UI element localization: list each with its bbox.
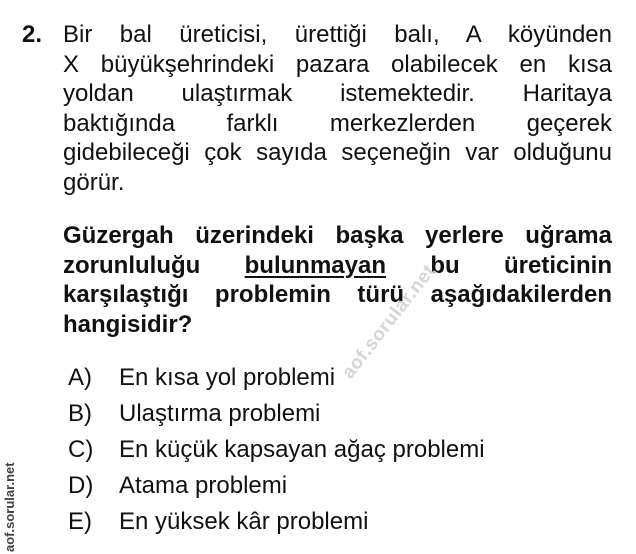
question-number: 2. [22,21,43,48]
option-text: Ulaştırma problemi [119,400,321,427]
stem-line: yoldan ulaştırmak istemektedir. Haritaya [63,80,612,107]
option-text: En yüksek kâr problemi [119,508,369,535]
stem-line: Bir bal üreticisi, ürettiği balı, A köyünden [63,21,612,48]
option-a[interactable] [68,360,568,396]
option-d[interactable] [68,468,568,504]
stem-line: görür. [63,168,125,196]
option-text: Atama problemi [119,472,288,499]
option-c[interactable] [68,432,568,468]
option-letter: D) [68,472,94,499]
prompt-line: karşılaştığı problemin türü aşağıdakilerden [63,281,612,308]
option-e[interactable] [68,504,568,540]
underlined-keyword: bulunmayan [244,251,386,279]
prompt-text: bu üreticinin [386,251,613,279]
prompt-line: hangisidir? [63,310,193,338]
option-letter: A) [68,364,92,391]
stem-line: X büyükşehrindeki pazara olabilecek en kısa [63,50,612,78]
stem-line: baktığında farklı merkezlerden geçerek [63,109,612,137]
prompt-line [63,251,612,281]
option-text: En küçük kapsayan ağaç problemi [119,436,485,463]
prompt-text: zorunluluğu [63,251,245,279]
answer-options [68,360,568,540]
option-letter: C) [68,436,94,463]
question-stem [63,20,612,197]
option-letter: E) [68,508,92,535]
option-b[interactable] [68,396,568,432]
option-letter: B) [68,400,92,427]
watermark-diagonal: aof.sorular.net [338,260,440,383]
option-text: En kısa yol problemi [119,364,336,391]
prompt-line: Güzergah üzerindeki başka yerlere uğrama [63,222,612,249]
watermark-side: aof.sorular.net [2,462,17,552]
stem-line: gidebileceği çok sayıda seçeneğin var olduğunu [63,139,612,166]
question-prompt [63,221,612,339]
